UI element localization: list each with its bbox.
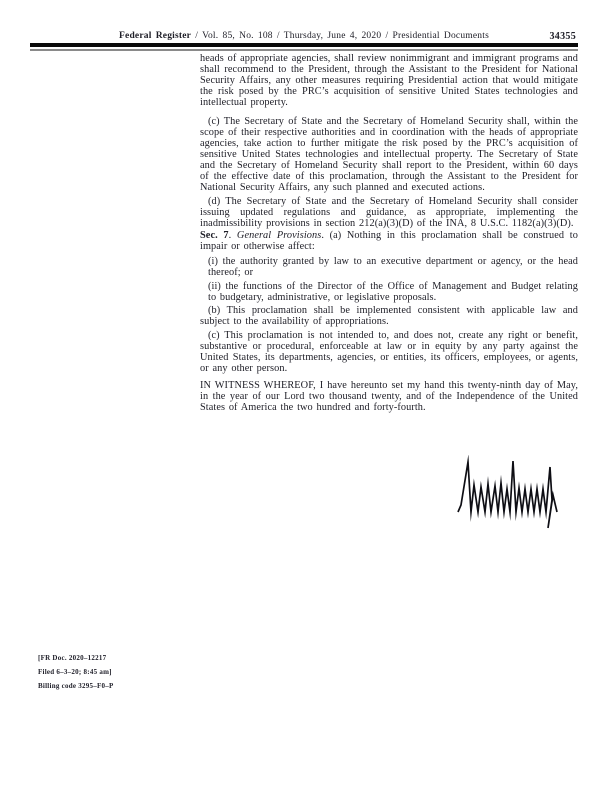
journal-title: Federal Register: [119, 31, 192, 41]
document-body: [200, 53, 578, 413]
page-number: 34355: [549, 31, 576, 42]
filed-date: Filed 6–3–20; 8:45 am]: [38, 668, 112, 676]
document-footer: [38, 651, 114, 693]
paragraph-sec6-c: (c) The Secretary of State and the Secretary of Homeland Security shall, within the scope of their respective authorities and in coordination with the heads of appropriate agencies, take action to further mitigate the risk posed by the PRC’s acquisition of sensitive United States technologies and intellectual property. The Secretary of State and the Secretary of Homeland Security shall report to the President, within 60 days of the effective date of this proclamation, through the Assistant to the President for National Security Affairs, any such planned and executed actions.: [200, 116, 578, 193]
signature-stroke: [458, 461, 557, 528]
paragraph-sec6-d: (d) The Secretary of State and the Secretary of Homeland Security shall consider issuing updated regulations and guidance, as appropriate, implementing the inadmissibility provisions in section 212(a)(3)(D) of the INA, 8 U.S.C. 1182(a)(3)(D).: [200, 196, 578, 229]
running-head: [30, 31, 578, 41]
header-rule-thin: [30, 49, 578, 51]
sec7-title: General Provisions: [236, 230, 322, 241]
presidential-signature: [455, 455, 567, 530]
sec7-text: . (a) Nothing in this proclamation shall be construed to impair or otherwise affect:: [200, 230, 578, 252]
signature-image: [455, 455, 567, 530]
page-header: [30, 0, 578, 56]
sec7-number: Sec. 7: [200, 230, 229, 241]
fr-doc-number: [FR Doc. 2020–12217: [38, 654, 107, 662]
paragraph-sec7-a-ii: (ii) the functions of the Director of the Office of Management and Budget relating to budgetary, administrative, or legislative proposals.: [208, 281, 578, 303]
billing-code: Billing code 3295–F0–P: [38, 682, 114, 690]
paragraph-sec7-c: (c) This proclamation is not intended to, and does not, create any right or benefit, substantive or procedural, enforceable at law or in equity by any party against the United States, its departments, agencies, or entities, its officers, employees, or agents, or any other person.: [200, 330, 578, 374]
paragraph-sec7-intro: [200, 230, 578, 252]
paragraph-witness-clause: IN WITNESS WHEREOF, I have hereunto set my hand this twenty-ninth day of May, in the year of our Lord two thousand twenty, and of the Independence of the United States of America the two hundred and forty-fourth.: [200, 380, 578, 413]
paragraph-sec7-b: (b) This proclamation shall be implemented consistent with applicable law and subject to the availability of appropriations.: [200, 305, 578, 327]
header-rule-thick: [30, 43, 578, 47]
journal-issue-info: / Vol. 85, No. 108 / Thursday, June 4, 2020 / Presidential Documents: [195, 31, 489, 41]
paragraph-continuation: heads of appropriate agencies, shall review nonimmigrant and immigrant programs and shall recommend to the President, through the Assistant to the President for National Security Affairs, any other measures requiring Presidential action that would mitigate the risk posed by the PRC’s acquisition of sensitive United States technologies and intellectual property.: [200, 53, 578, 108]
sec7-separator: .: [228, 230, 237, 241]
paragraph-sec7-a-i: (i) the authority granted by law to an executive department or agency, or the head thereof; or: [208, 256, 578, 278]
